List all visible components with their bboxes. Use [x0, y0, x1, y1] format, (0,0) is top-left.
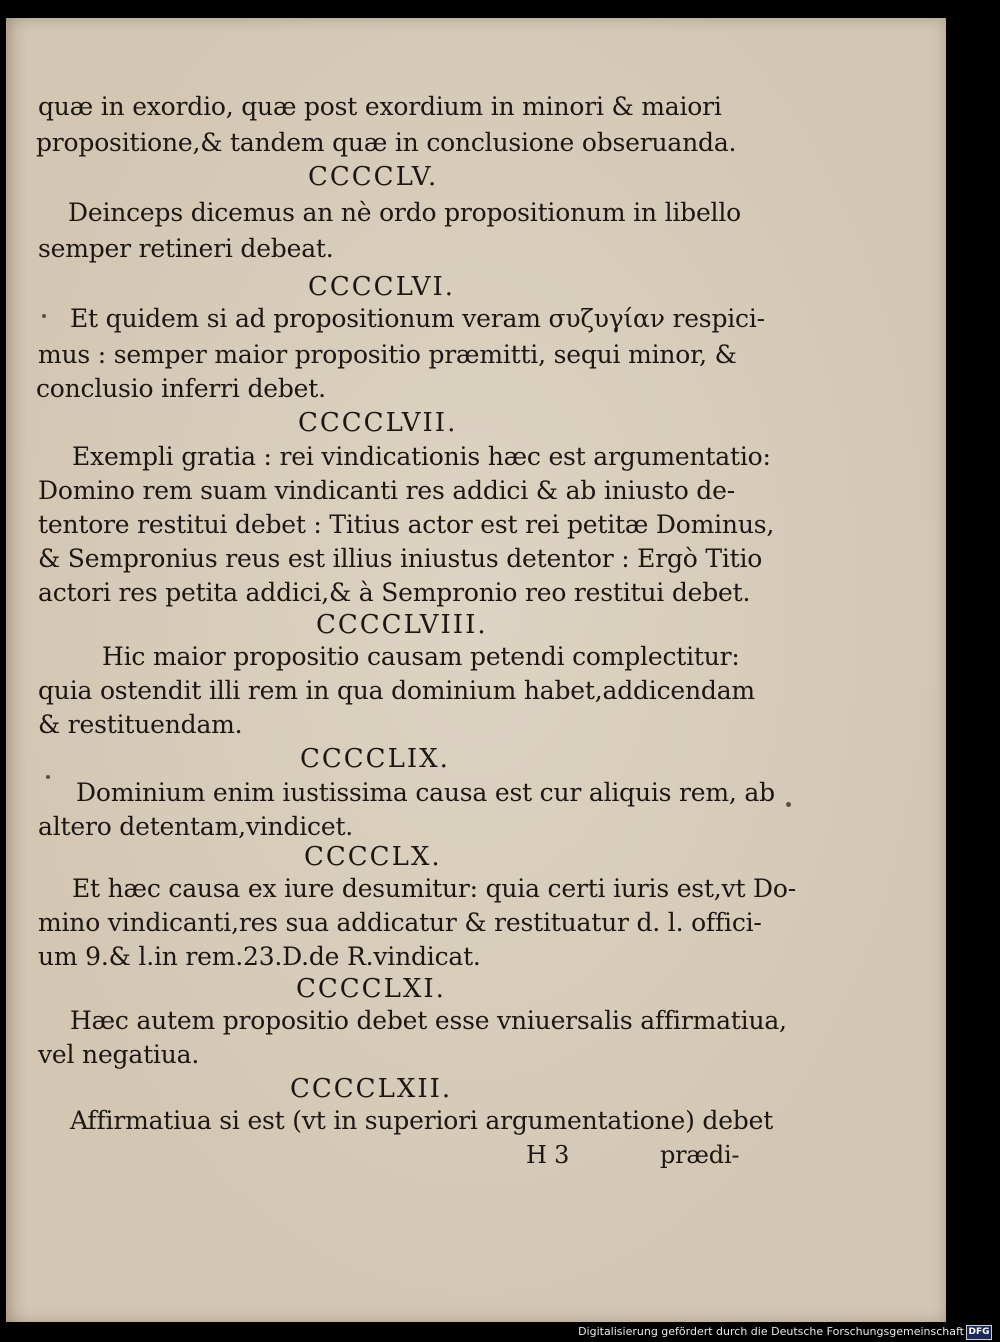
book-page [6, 18, 946, 1322]
text-line: quæ in exordio, quæ post exordium in minori & maiori [38, 92, 722, 121]
ink-speck [786, 802, 791, 807]
dfg-logo: DFG [966, 1325, 992, 1340]
text-line: quia ostendit illi rem in qua dominium habet,addicendam [38, 676, 755, 705]
section-number: CCCCLVIII. [316, 610, 488, 640]
text-line: propositione,& tandem quæ in conclusione obseruanda. [36, 128, 737, 157]
section-number: CCCCLXI. [296, 974, 446, 1004]
text-line: Et hæc causa ex iure desumitur: quia certi iuris est,vt Do- [72, 874, 796, 903]
section-number: CCCCLVI. [308, 272, 456, 302]
text-line: actori res petita addici,& à Sempronio reo restitui debet. [38, 578, 751, 607]
section-number: CCCCLV. [308, 162, 439, 192]
text-line: & restituendam. [38, 710, 243, 739]
text-line: Et quidem si ad propositionum veram συζυγίαν respici- [70, 304, 765, 333]
text-line: Exempli gratia : rei vindicationis hæc est argumentatio: [72, 442, 771, 471]
text-line: Affirmatiua si est (vt in superiori argumentatione) debet [70, 1106, 774, 1135]
signature-mark: H 3 [526, 1141, 570, 1169]
text-line: Hic maior propositio causam petendi complectitur: [102, 642, 740, 671]
section-number: CCCCLIX. [300, 744, 450, 774]
ink-speck [42, 314, 46, 318]
text-line: Domino rem suam vindicanti res addici & ab iniusto de- [38, 476, 735, 505]
catchword: prædi- [660, 1141, 740, 1169]
text-line: um 9.& l.in rem.23.D.de R.vindicat. [38, 942, 481, 971]
funding-credit: Digitalisierung gefördert durch die Deutsche Forschungsgemeinschaft [578, 1325, 964, 1338]
text-line: Deinceps dicemus an nè ordo propositionum in libello [68, 198, 741, 227]
text-line: Hæc autem propositio debet esse vniuersalis affirmatiua, [70, 1006, 787, 1035]
text-line: conclusio inferri debet. [36, 374, 326, 403]
text-line: tentore restitui debet : Titius actor est rei petitæ Dominus, [38, 510, 775, 539]
section-number: CCCCLVII. [298, 408, 458, 438]
text-line: Dominium enim iustissima causa est cur aliquis rem, ab [76, 778, 775, 807]
section-number: CCCCLXII. [290, 1074, 453, 1104]
text-line: altero detentam,vindicet. [38, 812, 354, 841]
text-line: semper retineri debeat. [38, 234, 334, 263]
text-line: mino vindicanti,res sua addicatur & restituatur d. l. offici- [38, 908, 762, 937]
text-line: & Sempronius reus est illius iniustus detentor : Ergò Titio [38, 544, 763, 573]
ink-speck [46, 775, 50, 779]
text-line: vel negatiua. [38, 1040, 200, 1069]
text-line: mus : semper maior propositio præmitti, sequi minor, & [38, 340, 737, 369]
section-number: CCCCLX. [304, 842, 442, 872]
